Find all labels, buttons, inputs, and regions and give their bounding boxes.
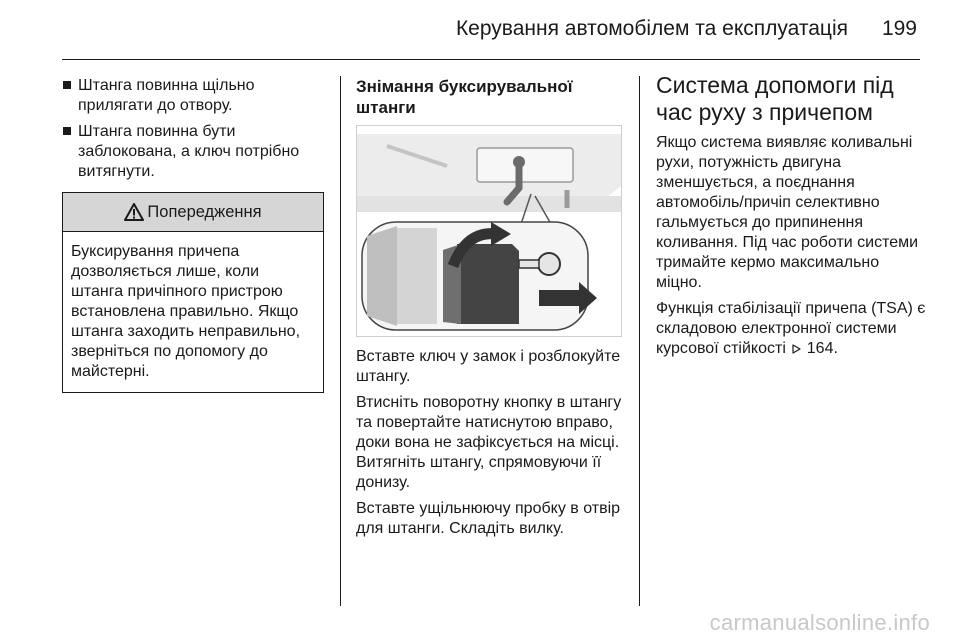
body-paragraph: Якщо система виявляє коливальні рухи, потужність двигуна зменшується, а поєднання автомобіль/причіп селективно гальмується до припинення коливання. Під час роботи системи тримайте кермо максимально міцно. bbox=[656, 134, 919, 291]
warning-header bbox=[63, 193, 323, 232]
header-divider bbox=[62, 59, 920, 60]
tsa-text: Функція стабілізації причепа (TSA) є складовою електронної системи курсової стійкості bbox=[656, 300, 926, 357]
left-column bbox=[62, 68, 324, 393]
page-number: 199 bbox=[881, 17, 917, 40]
page-reference-icon bbox=[792, 344, 801, 354]
bullet-item: Штанга повинна бути заблокована, а ключ потрібно витягнути. bbox=[62, 122, 324, 182]
body-paragraph bbox=[656, 299, 926, 359]
column-divider-2 bbox=[639, 76, 640, 606]
warning-title: Попередження bbox=[147, 203, 262, 221]
section-heading: Знімання буксирувальної штанги bbox=[356, 77, 573, 117]
column-divider-1 bbox=[340, 76, 341, 606]
section-title: Керування автомобілем та експлуатація bbox=[455, 17, 848, 40]
warning-triangle-icon bbox=[124, 203, 144, 221]
page-reference[interactable]: 164. bbox=[806, 340, 838, 357]
middle-column bbox=[356, 68, 628, 545]
warning-text: Буксирування причепа дозволяється лише, коли штанга причіпного пристрою встановлена правильно. Якщо штанга заходить неправильно, зверніться по допомогу до майстерні. bbox=[71, 243, 301, 380]
instruction-paragraph: Вставте ущільнюючу пробку в отвір для штанги. Складіть вилку. bbox=[356, 500, 621, 537]
right-column bbox=[656, 68, 926, 365]
instruction-paragraph: Втисніть поворотну кнопку в штангу та повертайте натиснутою вправо, доки вона не зафіксується на місці. Витягніть штангу, спрямовуючи її донизу. bbox=[356, 394, 622, 491]
watermark: carmanualsonline.info bbox=[709, 610, 930, 635]
towbar-illustration bbox=[356, 125, 622, 337]
bullet-item: Штанга повинна щільно прилягати до отвору. bbox=[62, 76, 324, 116]
page-header bbox=[0, 0, 960, 62]
section-heading-large: Система допомоги під час руху з причепом bbox=[656, 72, 894, 125]
bullet-list bbox=[62, 76, 324, 182]
warning-box bbox=[62, 192, 324, 393]
instruction-paragraph: Вставте ключ у замок і розблокуйте штангу. bbox=[356, 348, 621, 385]
